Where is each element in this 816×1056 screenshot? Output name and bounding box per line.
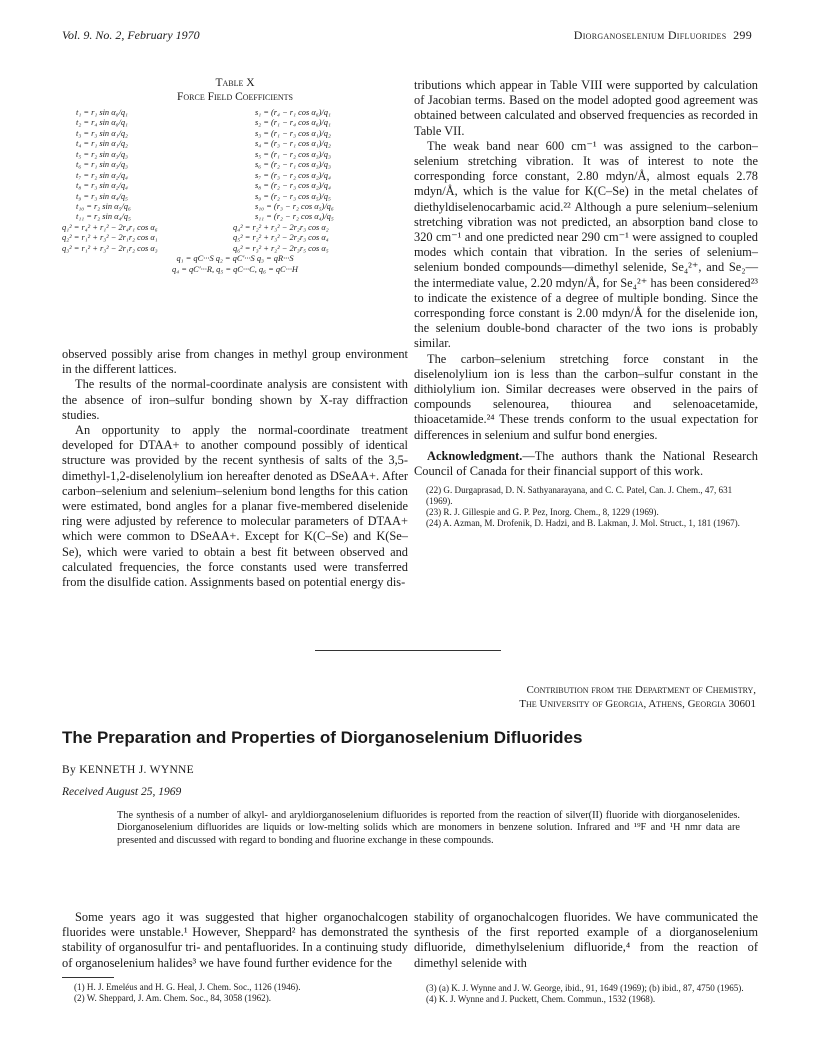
table-cell: t₄ = r₁ sin α₁/q₂ [76,139,128,149]
table-row [62,223,408,233]
table-cell: s₅ = (r₁ − r₂ cos α₃)/q₃ [255,149,331,159]
table-cell: q₅² = r₂² + r₃² − 2r₂r₃ cos α₄ [233,233,329,243]
table-cell: s₁ = (r₄ − r₁ cos α₆)/q₁ [255,108,331,117]
acknowledgment [414,449,758,479]
table-row [62,171,408,181]
table-cell: t₃ = r₃ sin α₁/q₂ [76,128,128,138]
left-column [62,347,408,590]
table-row [62,244,408,254]
running-header-title: Diorganoselenium Difluorides [573,28,727,42]
page-number: 299 [733,28,752,42]
table-cell: s₉ = (r₂ − r₃ cos α₅)/q₅ [255,191,331,201]
abstract: The synthesis of a number of alkyl- and aryldiorganoselenium difluorides is reported from the reaction of silver(II) fluoride with diorganoselenides. Diorganoselenium difluorides are liquids or low-melting solids which are monomers in benzene solution. Infrared and ¹⁹F and ¹H nmr data are presented and discussed with regard to bonding and fluorine exchange in these compounds. [117,810,740,846]
paragraph: stability of organochalcogen fluorides. We have communicated the synthesis of the first reported example of a diorganoselenium difluoride, dimethylselenium difluoride,⁴ from the reaction of dimethyl selenide with [414,910,758,970]
acknowledgment-heading: Acknowledgment. [427,448,523,463]
footnote: (4) K. J. Wynne and J. Puckett, Chem. Commun., 1532 (1968). [426,993,656,1004]
table-row [62,160,408,170]
section-divider [315,650,501,651]
paragraph: tributions which appear in Table VIII were supported by calculation of Jacobian terms. Based on the model adopted good agreement was obtained between calculated and observed frequencies as recorded in Table VII. [414,78,758,138]
table-cell: s₇ = (r₃ − r₂ cos α₂)/q₄ [255,170,331,180]
table-cell: s₂ = (r₁ − r₄ cos α₆)/q₁ [255,118,331,128]
table-cell: t₁₁ = r₂ sin α₄/q₅ [76,212,131,222]
paragraph: observed possibly arise from changes in methyl group environment in the different lattices. [62,347,408,377]
table-cell: s₄ = (r₃ − r₁ cos α₁)/q₂ [255,139,331,149]
reference: (23) R. J. Gillespie and G. P. Pez, Inorg. Chem., 8, 1229 (1969). [426,507,659,518]
table-row [62,108,408,118]
reference: (24) A. Azman, M. Drofenik, D. Hadzi, and B. Lakman, J. Mol. Struct., 1, 181 (1967). [426,518,740,529]
paragraph: The weak band near 600 cm⁻¹ was assigned to the carbon–selenium stretching vibration. It was of interest to note the corresponding force constant, 2.80 mdyn/Å, almost equals 2.78 mdyn/Å, which is the value for K(C–Se) in the metal chelates of diethyldiselenocarbamic acid.²² Although a pure selenium–selenium stretching vibration was not predicted, an absorption band close to 320 cm⁻¹ and one predicted near 290 cm⁻¹ were assigned to coupled modes which contain that vibration. In the series of selenium–selenium bonded compounds—dimethyl selenide, Se₄²⁺, and Se₂—the intermediate value, 2.20 mdyn/Å, for Se₄²⁺ has been considered²³ to indicate the existence of a degree of multiple bonding. Since the corresponding force constant is 2.00 mdyn/Å for the diselenide ion, the selenium double-bond character of the two ions is probably similar. [414,138,758,351]
table-cell: q₃² = r₁² + r₃² − 2r₁r₂ cos α₃ [62,243,158,253]
table-cell: s₃ = (r₁ − r₃ cos α₁)/q₂ [255,128,331,138]
references [414,485,758,529]
table-cell: q₄² = r₂² + r₃² − 2r₂r₃ cos α₂ [233,222,329,232]
footnote: (1) H. J. Emeléus and H. G. Heal, J. Chem. Soc., 1126 (1946). [74,981,301,992]
table-cell: s₁₀ = (r₃ − r₂ cos α₅)/q₆ [255,201,334,211]
table-cell: t₆ = r₁ sin α₃/q₃ [76,160,128,170]
footnotes [62,982,408,1004]
table-row [62,150,408,160]
contribution-line: The University of Georgia, Athens, Georgia 30601 [519,698,756,710]
reference: (22) G. Durgaprasad, D. N. Sathyanarayana, and C. C. Patel, Can. J. Chem., 47, 631 (1969). [426,485,733,507]
paragraph: An opportunity to apply the normal-coordinate treatment developed for DTAA+ to another compound possibly of identical structure was provided by the recent synthesis of salts of the 3,5-dimethyl-1,2-diselenolylium ion hereafter denoted as DSeAA+. After carbon–selenium and selenium–selenium bond lengths for this cation were estimated, bond angles for a planar five-membered diselenide ring were adjusted by reference to molecular parameters of DTAA+ which were common to DSeAA+. Except for K(C–Se) and K(Se–Se), which were varied to obtain a best fit between observed and calculated frequencies, the force constants used were transferred from the disulfide cation. Assignments based on potential energy dis- [62,423,408,590]
article-body-left [62,910,408,1004]
table-row: q₄ = qC′···R, q₅ = qC···C, q₆ = qC···H [172,264,298,274]
table-cell: s₁₁ = (r₂ − r₂ cos α₄)/q₅ [255,212,334,222]
running-header-right [574,28,752,43]
paragraph: Some years ago it was suggested that higher organochalcogen fluorides were unstable.¹ However, Sheppard² has demonstrated the stability of organosulfur tri- and pentafluorides. In a continuing study of organoselenium halides³ we have found further evidence for the [62,910,408,970]
footnote-rule [62,977,114,978]
table-cell: t₁₀ = r₂ sin α₅/q₆ [76,201,131,211]
force-field-table [62,108,408,275]
table-row [62,139,408,149]
table-cell: s₆ = (r₂ − r₁ cos α₃)/q₃ [255,160,331,170]
table-heading [62,76,408,104]
table-row [62,181,408,191]
byline: By KENNETH J. WYNNE [62,764,194,776]
table-cell: t₉ = r₃ sin α₄/q₅ [76,191,128,201]
table-cell: t₂ = r₄ sin α₆/q₁ [76,118,128,128]
contribution-line: Contribution from the Department of Chemistry, [526,684,756,696]
table-cell: q₆² = r₃² + r₂² − 2r₃r₅ cos α₅ [233,243,329,253]
table-row: q₁ = qC···S q₂ = qC′···S q₃ = qR···S [176,254,294,264]
received-date: Received August 25, 1969 [62,786,182,798]
footnotes [414,983,758,1005]
table-cell: t₅ = r₂ sin α₃/q₃ [76,149,128,159]
contribution-affiliation [519,683,756,711]
article-title: The Preparation and Properties of Diorganoselenium Difluorides [62,728,583,747]
paragraph: The results of the normal-coordinate analysis are consistent with the absence of iron–sulfur bonding shown by X-ray diffraction studies. [62,377,408,422]
table-cell: t₁ = r₁ sin α₆/q₁ [76,108,128,117]
table-cell: q₂² = r₁² + r₃² − 2r₁r₂ cos α₁ [62,233,158,243]
table-number: Table X [215,77,255,89]
table-cell: q₁² = r₄² + r₁² − 2r₄r₁ cos α₆ [62,222,158,232]
acknowledgment-text: —The authors thank the National Research Council of Canada for their financial support of this work. [414,448,758,479]
table-row [62,233,408,243]
right-column [414,78,758,529]
table-cell: s₈ = (r₂ − r₃ cos α₂)/q₄ [255,181,331,191]
table-row [62,129,408,139]
table-row [62,192,408,202]
article-body-right [414,910,758,1005]
running-header-journal: Vol. 9. No. 2, February 1970 [62,28,200,42]
table-row [62,202,408,212]
table-cell: t₇ = r₂ sin α₂/q₄ [76,170,128,180]
paragraph: The carbon–selenium stretching force constant in the diselenolylium ion is less than the carbon–sulfur constant in the dithiolylium ion. Similar decreases were observed in the pairs of compounds selenourea, thiourea and selenoacetamide, thioacetamide.²⁴ These trends conform to the usual expectation for differences in selenium and sulfur bond energies. [414,351,758,442]
footnote: (3) (a) K. J. Wynne and J. W. George, ibid., 91, 1649 (1969); (b) ibid., 87, 4750 (1965). [426,982,744,993]
table-row [62,118,408,128]
table-cell: t₈ = r₃ sin α₂/q₄ [76,181,128,191]
table-row [62,212,408,222]
footnote: (2) W. Sheppard, J. Am. Chem. Soc., 84, 3058 (1962). [74,992,272,1003]
table-caption: Force Field Coefficients [177,91,293,103]
